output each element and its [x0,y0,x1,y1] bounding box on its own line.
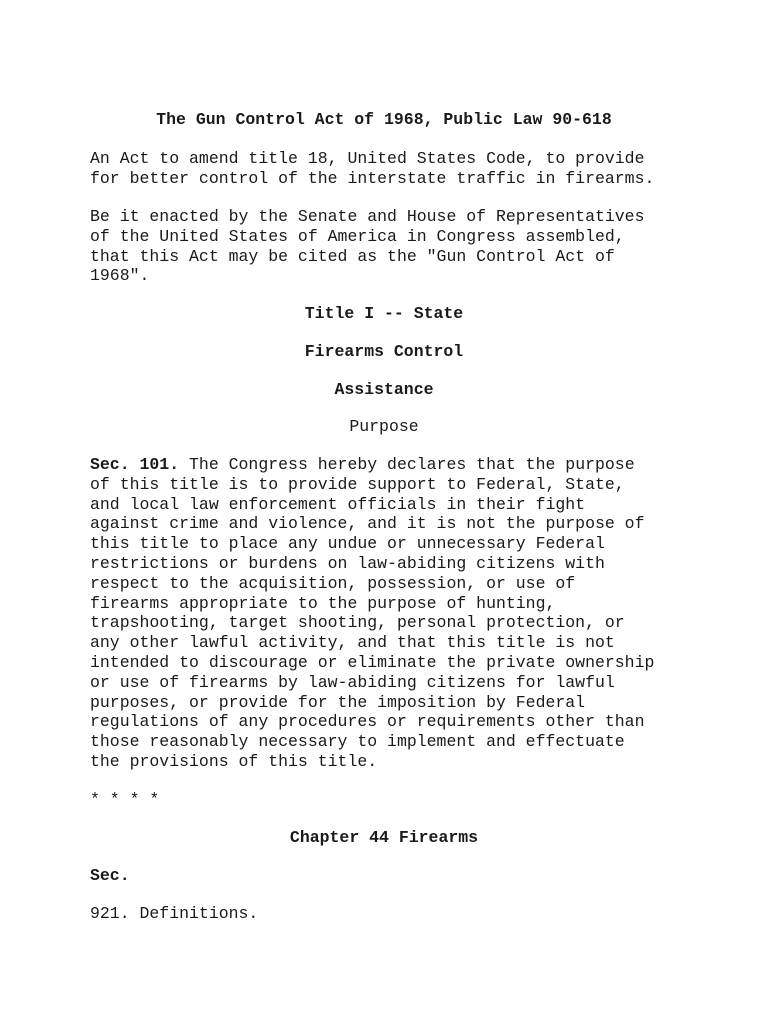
document-title: The Gun Control Act of 1968, Public Law 90-618 [156,110,612,129]
definitions-entry: 921. Definitions. [90,904,259,923]
section-101-text: The Congress hereby declares that the purpose of this title is to provide support to Federal, State, and local law enforcement officials in their fight against crime and violence, and it is not the purpose of this title to place any undue or unnecessary Federal restrictions or burdens on law-abiding citizens with respect to the acquisition, possession, or use of firearms appropriate to the purpose of hunting, trapshooting, target shooting, personal protection, or any other lawful activity, and that this title is not intended to discourage or eliminate the private ownership or use of firearms by law-abiding citizens for lawful purposes, or provide for the imposition by Federal regulations of any procedures or requirements other than those reasonably necessary to implement and effectuate the provisions of this title. [90,455,655,771]
purpose-heading: Purpose [349,417,419,436]
enactment-paragraph: Be it enacted by the Senate and House of Representatives of the United States of America in Congress assembled, that this Act may be cited as the "Gun Control Act of 1968". [90,207,645,286]
section-separator: * * * * [90,790,160,809]
intro-paragraph: An Act to amend title 18, United States Code, to provide for better control of the interstate traffic in firearms. [90,149,655,188]
section-101-label: Sec. 101. [90,455,180,474]
title-heading-line-2: Firearms Control [304,342,464,361]
title-heading-line-1: Title I -- State [304,304,464,323]
section-101-paragraph [90,455,654,772]
chapter-heading: Chapter 44 Firearms [289,828,479,847]
title-heading-line-3: Assistance [334,380,434,399]
section-label: Sec. [90,866,130,885]
